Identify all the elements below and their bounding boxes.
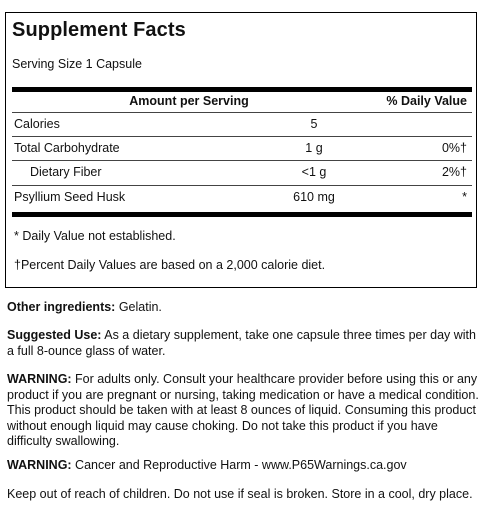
suggested-use-text: As a dietary supplement, take one capsule three times per day with a full 8-ounce glass of water. [7, 328, 476, 358]
nutrient-amount: 610 mg [293, 190, 335, 204]
nutrient-dv: * [462, 190, 467, 204]
facts-title: Supplement Facts [12, 19, 186, 41]
warning-general [7, 372, 479, 450]
other-ingredients-label: Other ingredients: [7, 300, 116, 314]
nutrient-name: Dietary Fiber [30, 165, 102, 179]
nutrient-amount: 5 [310, 117, 318, 131]
nutrient-row-calories [12, 112, 472, 136]
prop65-label: WARNING: [7, 458, 72, 472]
serving-size: Serving Size 1 Capsule [12, 57, 142, 71]
other-ingredients [7, 300, 479, 316]
storage-instructions: Keep out of reach of children. Do not use if seal is broken. Store in a cool, dry place. [7, 487, 473, 501]
footnote-percent-daily-values: †Percent Daily Values are based on a 2,000 calorie diet. [14, 258, 326, 272]
footnote-daily-value: * Daily Value not established. [14, 229, 176, 243]
suggested-use-label: Suggested Use: [7, 328, 102, 342]
other-ingredients-text: Gelatin. [115, 300, 162, 314]
nutrient-amount: <1 g [301, 165, 327, 179]
thick-divider-bottom [12, 212, 472, 217]
nutrient-row-total-carbohydrate [12, 136, 472, 160]
nutrient-amount: 1 g [305, 141, 323, 155]
facts-header-row [12, 92, 472, 112]
warning-text: For adults only. Consult your healthcare provider before using this or any product if you are pregnant or nursing, taking medication or have a medical condition. This product should be taken with at least 8 ounces of liquid. Consuming this product without enough liquid may cause choking. Do not take this product if you have difficulty swallowing. [7, 372, 479, 448]
nutrient-name: Psyllium Seed Husk [14, 190, 126, 204]
warning-label: WARNING: [7, 372, 72, 386]
header-daily-value: % Daily Value [386, 94, 467, 108]
prop65-text: Cancer and Reproductive Harm - www.P65Warnings.ca.gov [71, 458, 407, 472]
warning-prop65 [7, 458, 479, 474]
header-amount-per-serving: Amount per Serving [129, 94, 249, 108]
nutrient-dv: 0%† [441, 141, 467, 155]
suggested-use [7, 328, 479, 359]
nutrient-row-psyllium-seed-husk [12, 185, 472, 209]
nutrient-row-dietary-fiber [12, 160, 472, 184]
nutrient-name: Calories [14, 117, 60, 131]
nutrient-name: Total Carbohydrate [14, 141, 120, 155]
nutrient-dv: 2%† [441, 165, 467, 179]
